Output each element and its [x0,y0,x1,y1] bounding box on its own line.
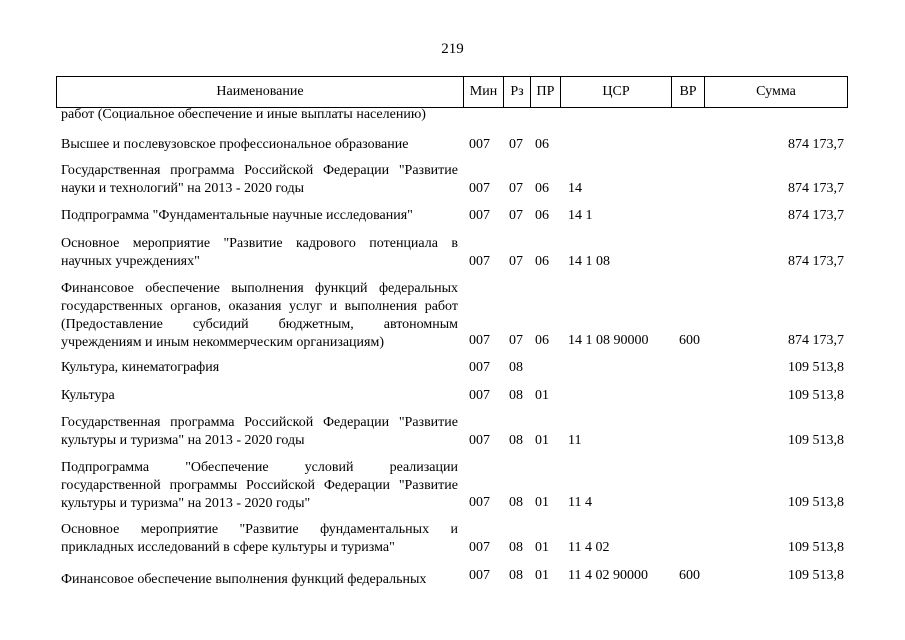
row-sum: 109 513,8 [788,568,844,583]
row-pr: 06 [535,181,549,196]
header-rz: Рз [504,77,531,107]
row-rz: 07 [509,254,523,269]
row-rz: 08 [509,360,523,375]
row-name: Финансовое обеспечение выполнения функций федеральных государственных органов, оказания услуг и выполнения работ (Предоставление субсидий бюджетным, автономным учреждениям и иным некоммерческим организациям) [61,281,458,350]
row-sum: 874 173,7 [788,333,844,348]
row-csr: 14 1 08 [568,254,610,269]
row-sum: 874 173,7 [788,208,844,223]
row-min: 007 [469,181,490,196]
row-min: 007 [469,540,490,555]
row-sum: 109 513,8 [788,433,844,448]
row-sum: 874 173,7 [788,181,844,196]
header-csr: ЦСР [561,77,672,107]
row-pr: 06 [535,137,549,152]
row-pr: 01 [535,433,549,448]
row-csr: 11 4 [568,495,592,510]
row-csr: 11 [568,433,582,448]
row-name: Подпрограмма "Фундаментальные научные исследования" [61,208,413,223]
row-min: 007 [469,495,490,510]
row-sum: 109 513,8 [788,540,844,555]
row-sum: 874 173,7 [788,254,844,269]
row-pr: 06 [535,333,549,348]
row-rz: 07 [509,137,523,152]
row-name: Государственная программа Российской Федерации "Развитие культуры и туризма" на 2013 - 2020 годы [61,415,458,448]
row-name: Культура [61,388,115,403]
row-pr: 06 [535,254,549,269]
row-rz: 08 [509,568,523,583]
row-rz: 08 [509,495,523,510]
row-min: 007 [469,208,490,223]
row-csr: 11 4 02 90000 [568,568,648,583]
row-rz: 08 [509,433,523,448]
row-sum: 874 173,7 [788,137,844,152]
row-pr: 06 [535,208,549,223]
row-pr: 01 [535,388,549,403]
row-vr: 600 [679,568,700,583]
table-header [56,76,848,108]
row-name: Основное мероприятие "Развитие фундаментальных и прикладных исследований в сфере культуры и туризма" [61,522,458,555]
row-name: Основное мероприятие "Развитие кадрового потенциала в научных учреждениях" [61,236,458,269]
row-min: 007 [469,568,490,583]
row-pr: 01 [535,540,549,555]
row-pr: 01 [535,495,549,510]
row-name: Подпрограмма "Обеспечение условий реализации государственной программы Российской Федерации "Развитие культуры и туризма" на 2013 - 2020 годы" [61,460,458,511]
row-vr: 600 [679,333,700,348]
row-name: Культура, кинематография [61,360,220,375]
row-rz: 07 [509,333,523,348]
row-pr: 01 [535,568,549,583]
row-min: 007 [469,333,490,348]
row-csr: 14 [568,181,582,196]
header-sum: Сумма [756,84,796,99]
row-csr: 14 1 [568,208,593,223]
row-min: 007 [469,360,490,375]
page-number: 219 [441,41,464,57]
row-min: 007 [469,433,490,448]
header-pr: ПР [531,77,561,107]
header-name: Наименование [57,77,464,107]
row-sum: 109 513,8 [788,360,844,375]
row-min: 007 [469,388,490,403]
row-csr: 14 1 08 90000 [568,333,649,348]
row-min: 007 [469,137,490,152]
row-rz: 08 [509,540,523,555]
row-name: Высшее и послевузовское профессиональное образование [61,137,409,152]
header-min: Мин [464,77,504,107]
row-sum: 109 513,8 [788,495,844,510]
row-sum: 109 513,8 [788,388,844,403]
continuation-text: работ (Социальное обеспечение и иные выплаты населению) [61,107,426,122]
row-name: Финансовое обеспечение выполнения функций федеральных [61,572,427,587]
row-csr: 11 4 02 [568,540,610,555]
row-rz: 07 [509,208,523,223]
row-rz: 07 [509,181,523,196]
row-name: Государственная программа Российской Федерации "Развитие науки и технологий" на 2013 - 2020 годы [61,163,458,196]
header-vr: ВР [672,77,705,107]
row-min: 007 [469,254,490,269]
row-rz: 08 [509,388,523,403]
